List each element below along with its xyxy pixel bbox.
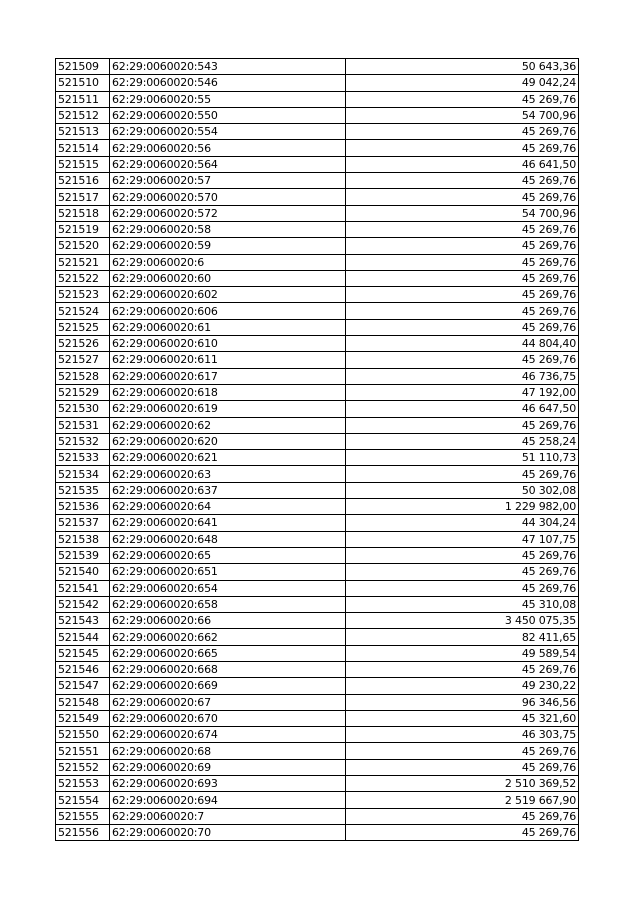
table-row: [56, 238, 579, 254]
cadastral-number-cell: 62:29:0060020:670: [110, 710, 346, 726]
value-cell: 50 643,36: [346, 59, 579, 75]
value-cell: 45 269,76: [346, 287, 579, 303]
value-cell: 46 303,75: [346, 727, 579, 743]
table-row: [56, 661, 579, 677]
table-row: [56, 580, 579, 596]
value-cell: 47 107,75: [346, 531, 579, 547]
cadastral-number-cell: 62:29:0060020:693: [110, 776, 346, 792]
row-number-cell: 521527: [56, 352, 110, 368]
cadastral-number-cell: 62:29:0060020:665: [110, 645, 346, 661]
table-row: [56, 776, 579, 792]
table-row: [56, 759, 579, 775]
row-number-cell: 521526: [56, 336, 110, 352]
cadastral-number-cell: 62:29:0060020:64: [110, 499, 346, 515]
value-cell: 49 230,22: [346, 678, 579, 694]
value-cell: 46 736,75: [346, 368, 579, 384]
value-cell: 45 269,76: [346, 91, 579, 107]
value-cell: 49 589,54: [346, 645, 579, 661]
table-row: [56, 156, 579, 172]
cadastral-number-cell: 62:29:0060020:637: [110, 482, 346, 498]
table-row: [56, 792, 579, 808]
row-number-cell: 521531: [56, 417, 110, 433]
cadastral-number-cell: 62:29:0060020:59: [110, 238, 346, 254]
cadastral-number-cell: 62:29:0060020:68: [110, 743, 346, 759]
row-number-cell: 521515: [56, 156, 110, 172]
table-row: [56, 613, 579, 629]
value-cell: 45 269,76: [346, 466, 579, 482]
table-row: [56, 499, 579, 515]
row-number-cell: 521518: [56, 205, 110, 221]
cadastral-number-cell: 62:29:0060020:611: [110, 352, 346, 368]
cadastral-number-cell: 62:29:0060020:618: [110, 384, 346, 400]
value-cell: 2 519 667,90: [346, 792, 579, 808]
row-number-cell: 521550: [56, 727, 110, 743]
value-cell: 45 269,76: [346, 759, 579, 775]
row-number-cell: 521539: [56, 547, 110, 563]
row-number-cell: 521522: [56, 270, 110, 286]
value-cell: 45 269,76: [346, 173, 579, 189]
table-row: [56, 824, 579, 840]
cadastral-number-cell: 62:29:0060020:620: [110, 433, 346, 449]
row-number-cell: 521541: [56, 580, 110, 596]
table-row: [56, 629, 579, 645]
cadastral-number-cell: 62:29:0060020:694: [110, 792, 346, 808]
row-number-cell: 521509: [56, 59, 110, 75]
value-cell: 46 641,50: [346, 156, 579, 172]
value-cell: 45 269,76: [346, 254, 579, 270]
value-cell: 44 304,24: [346, 515, 579, 531]
cadastral-number-cell: 62:29:0060020:66: [110, 613, 346, 629]
row-number-cell: 521533: [56, 450, 110, 466]
row-number-cell: 521546: [56, 661, 110, 677]
table-row: [56, 205, 579, 221]
cadastral-number-cell: 62:29:0060020:674: [110, 727, 346, 743]
cadastral-number-cell: 62:29:0060020:62: [110, 417, 346, 433]
cadastral-number-cell: 62:29:0060020:606: [110, 303, 346, 319]
row-number-cell: 521514: [56, 140, 110, 156]
value-cell: 47 192,00: [346, 384, 579, 400]
cadastral-number-cell: 62:29:0060020:662: [110, 629, 346, 645]
value-cell: 2 510 369,52: [346, 776, 579, 792]
row-number-cell: 521519: [56, 221, 110, 237]
value-cell: 3 450 075,35: [346, 613, 579, 629]
table-row: [56, 254, 579, 270]
row-number-cell: 521516: [56, 173, 110, 189]
value-cell: 45 269,76: [346, 547, 579, 563]
cadastral-number-cell: 62:29:0060020:60: [110, 270, 346, 286]
table-row: [56, 466, 579, 482]
row-number-cell: 521529: [56, 384, 110, 400]
table-row: [56, 808, 579, 824]
cadastral-number-cell: 62:29:0060020:641: [110, 515, 346, 531]
value-cell: 45 269,76: [346, 661, 579, 677]
cadastral-number-cell: 62:29:0060020:63: [110, 466, 346, 482]
cadastral-number-cell: 62:29:0060020:658: [110, 596, 346, 612]
row-number-cell: 521542: [56, 596, 110, 612]
value-cell: 54 700,96: [346, 205, 579, 221]
cadastral-number-cell: 62:29:0060020:564: [110, 156, 346, 172]
value-cell: 45 269,76: [346, 352, 579, 368]
row-number-cell: 521554: [56, 792, 110, 808]
row-number-cell: 521532: [56, 433, 110, 449]
cadastral-number-cell: 62:29:0060020:543: [110, 59, 346, 75]
row-number-cell: 521537: [56, 515, 110, 531]
cadastral-number-cell: 62:29:0060020:554: [110, 124, 346, 140]
row-number-cell: 521523: [56, 287, 110, 303]
value-cell: 45 321,60: [346, 710, 579, 726]
cadastral-number-cell: 62:29:0060020:65: [110, 547, 346, 563]
cadastral-number-cell: 62:29:0060020:572: [110, 205, 346, 221]
value-cell: 45 269,76: [346, 808, 579, 824]
value-cell: 45 269,76: [346, 743, 579, 759]
row-number-cell: 521513: [56, 124, 110, 140]
cadastral-number-cell: 62:29:0060020:602: [110, 287, 346, 303]
cadastral-number-cell: 62:29:0060020:546: [110, 75, 346, 91]
table-row: [56, 710, 579, 726]
table-row: [56, 287, 579, 303]
value-cell: 46 647,50: [346, 401, 579, 417]
table-row: [56, 433, 579, 449]
cadastral-number-cell: 62:29:0060020:621: [110, 450, 346, 466]
table-row: [56, 59, 579, 75]
row-number-cell: 521553: [56, 776, 110, 792]
table-row: [56, 75, 579, 91]
cadastral-number-cell: 62:29:0060020:70: [110, 824, 346, 840]
row-number-cell: 521545: [56, 645, 110, 661]
row-number-cell: 521547: [56, 678, 110, 694]
value-cell: 45 269,76: [346, 221, 579, 237]
row-number-cell: 521528: [56, 368, 110, 384]
table-row: [56, 401, 579, 417]
table-row: [56, 189, 579, 205]
row-number-cell: 521552: [56, 759, 110, 775]
cadastral-number-cell: 62:29:0060020:619: [110, 401, 346, 417]
cadastral-number-cell: 62:29:0060020:654: [110, 580, 346, 596]
table-row: [56, 564, 579, 580]
table-row: [56, 270, 579, 286]
value-cell: 45 269,76: [346, 270, 579, 286]
value-cell: 50 302,08: [346, 482, 579, 498]
row-number-cell: 521530: [56, 401, 110, 417]
row-number-cell: 521540: [56, 564, 110, 580]
cadastral-number-cell: 62:29:0060020:57: [110, 173, 346, 189]
table-row: [56, 678, 579, 694]
row-number-cell: 521510: [56, 75, 110, 91]
value-cell: 49 042,24: [346, 75, 579, 91]
row-number-cell: 521535: [56, 482, 110, 498]
table-row: [56, 694, 579, 710]
table-row: [56, 124, 579, 140]
table-row: [56, 596, 579, 612]
table-row: [56, 515, 579, 531]
value-cell: 45 269,76: [346, 124, 579, 140]
row-number-cell: 521544: [56, 629, 110, 645]
row-number-cell: 521555: [56, 808, 110, 824]
cadastral-number-cell: 62:29:0060020:570: [110, 189, 346, 205]
row-number-cell: 521538: [56, 531, 110, 547]
row-number-cell: 521511: [56, 91, 110, 107]
cadastral-number-cell: 62:29:0060020:7: [110, 808, 346, 824]
value-cell: 45 258,24: [346, 433, 579, 449]
cadastral-number-cell: 62:29:0060020:6: [110, 254, 346, 270]
row-number-cell: 521534: [56, 466, 110, 482]
cadastral-number-cell: 62:29:0060020:610: [110, 336, 346, 352]
table-row: [56, 319, 579, 335]
row-number-cell: 521536: [56, 499, 110, 515]
cadastral-number-cell: 62:29:0060020:67: [110, 694, 346, 710]
value-cell: 54 700,96: [346, 107, 579, 123]
value-cell: 82 411,65: [346, 629, 579, 645]
table-row: [56, 727, 579, 743]
table-row: [56, 531, 579, 547]
row-number-cell: 521543: [56, 613, 110, 629]
table-row: [56, 336, 579, 352]
cadastral-number-cell: 62:29:0060020:651: [110, 564, 346, 580]
cadastral-number-cell: 62:29:0060020:617: [110, 368, 346, 384]
table-row: [56, 303, 579, 319]
cadastral-number-cell: 62:29:0060020:550: [110, 107, 346, 123]
value-cell: 45 310,08: [346, 596, 579, 612]
row-number-cell: 521524: [56, 303, 110, 319]
value-cell: 45 269,76: [346, 319, 579, 335]
row-number-cell: 521512: [56, 107, 110, 123]
cadastral-number-cell: 62:29:0060020:58: [110, 221, 346, 237]
table-row: [56, 107, 579, 123]
row-number-cell: 521521: [56, 254, 110, 270]
cadastral-number-cell: 62:29:0060020:648: [110, 531, 346, 547]
value-cell: 51 110,73: [346, 450, 579, 466]
value-cell: 44 804,40: [346, 336, 579, 352]
table-body: [56, 59, 579, 841]
table-row: [56, 417, 579, 433]
row-number-cell: 521556: [56, 824, 110, 840]
value-cell: 45 269,76: [346, 189, 579, 205]
row-number-cell: 521549: [56, 710, 110, 726]
table-row: [56, 450, 579, 466]
table-row: [56, 384, 579, 400]
value-cell: 45 269,76: [346, 303, 579, 319]
row-number-cell: 521525: [56, 319, 110, 335]
row-number-cell: 521520: [56, 238, 110, 254]
value-cell: 45 269,76: [346, 417, 579, 433]
row-number-cell: 521517: [56, 189, 110, 205]
value-cell: 45 269,76: [346, 564, 579, 580]
table-row: [56, 173, 579, 189]
table-row: [56, 221, 579, 237]
value-cell: 45 269,76: [346, 580, 579, 596]
cadastral-value-table: [55, 58, 579, 841]
value-cell: 1 229 982,00: [346, 499, 579, 515]
row-number-cell: 521548: [56, 694, 110, 710]
value-cell: 96 346,56: [346, 694, 579, 710]
value-cell: 45 269,76: [346, 824, 579, 840]
cadastral-number-cell: 62:29:0060020:55: [110, 91, 346, 107]
value-cell: 45 269,76: [346, 238, 579, 254]
cadastral-number-cell: 62:29:0060020:56: [110, 140, 346, 156]
cadastral-number-cell: 62:29:0060020:668: [110, 661, 346, 677]
cadastral-number-cell: 62:29:0060020:669: [110, 678, 346, 694]
table-row: [56, 547, 579, 563]
table-row: [56, 91, 579, 107]
table-row: [56, 368, 579, 384]
row-number-cell: 521551: [56, 743, 110, 759]
value-cell: 45 269,76: [346, 140, 579, 156]
table-row: [56, 140, 579, 156]
cadastral-number-cell: 62:29:0060020:69: [110, 759, 346, 775]
cadastral-number-cell: 62:29:0060020:61: [110, 319, 346, 335]
table-row: [56, 482, 579, 498]
table-row: [56, 743, 579, 759]
table-row: [56, 645, 579, 661]
table-row: [56, 352, 579, 368]
